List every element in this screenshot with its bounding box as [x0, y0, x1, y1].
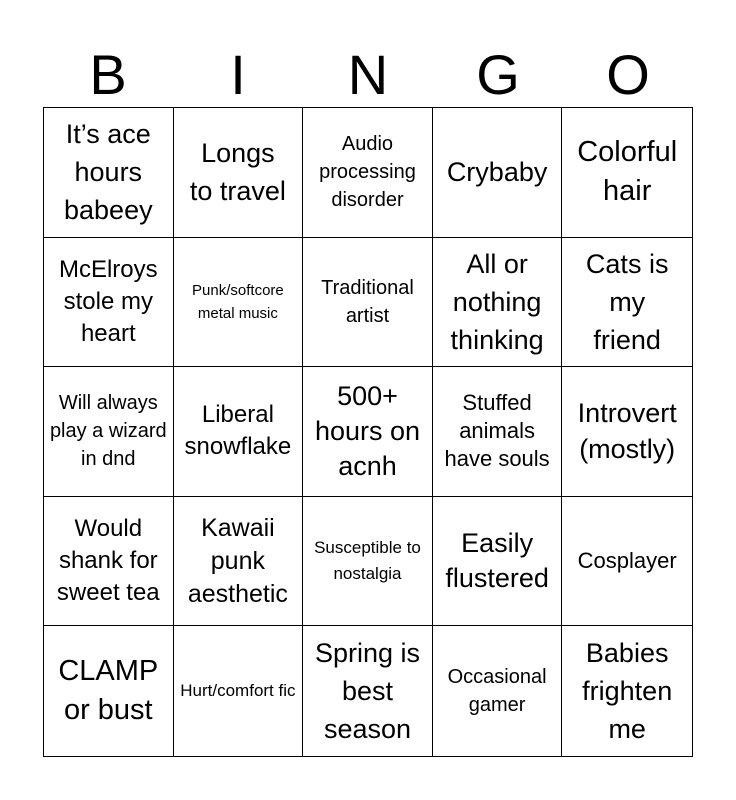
header-letter-b: B: [89, 43, 127, 106]
cell-label: Colorful hair: [577, 136, 678, 208]
bingo-cell[interactable]: [44, 626, 174, 756]
cell-label: Babies frighten me: [582, 638, 673, 745]
bingo-cell[interactable]: [303, 497, 433, 627]
header-letter-n: N: [347, 43, 389, 106]
cell-label: Easily flustered: [445, 528, 549, 594]
bingo-cell[interactable]: [433, 497, 563, 627]
cell-label: Spring is best season: [314, 638, 420, 745]
bingo-cell[interactable]: [562, 238, 692, 368]
cell-label: Introvert (mostly): [577, 398, 677, 465]
bingo-cell[interactable]: [303, 238, 433, 368]
cell-label: Traditional artist: [321, 276, 414, 327]
cell-label: Would shank for sweet tea: [56, 515, 160, 607]
bingo-cell[interactable]: [44, 367, 174, 497]
bingo-cell[interactable]: [433, 367, 563, 497]
bingo-cell[interactable]: [433, 238, 563, 368]
bingo-cell[interactable]: [174, 367, 304, 497]
cell-label: Occasional gamer: [447, 666, 547, 717]
cell-label: Cats is my friend: [585, 248, 669, 355]
bingo-cell[interactable]: [174, 108, 304, 238]
cell-label: Hurt/comfort fic: [180, 681, 296, 701]
bingo-cell[interactable]: [44, 108, 174, 238]
bingo-cell[interactable]: [303, 367, 433, 497]
bingo-cell[interactable]: [44, 497, 174, 627]
bingo-cell[interactable]: [562, 108, 692, 238]
cell-label: McElroys stole my heart: [58, 255, 158, 347]
cell-label: Longs to travel: [189, 138, 286, 207]
bingo-cell[interactable]: [433, 108, 563, 238]
bingo-cell[interactable]: [303, 626, 433, 756]
cell-label: It’s ace hours babeey: [64, 119, 153, 226]
cell-label: Crybaby: [446, 157, 548, 188]
bingo-cell[interactable]: [174, 497, 304, 627]
cell-label: CLAMP or bust: [58, 655, 159, 727]
cell-label: 500+ hours on acnh: [314, 380, 421, 481]
bingo-board: [43, 107, 693, 757]
cell-label: Susceptible to nostalgia: [314, 538, 421, 584]
cell-label: Liberal snowflake: [184, 401, 292, 461]
header-letter-i: I: [230, 43, 246, 106]
header-letter-o: O: [606, 43, 650, 106]
cell-label: Stuffed animals have souls: [444, 390, 550, 472]
header-letter-g: G: [476, 43, 520, 106]
bingo-cell[interactable]: [562, 626, 692, 756]
cell-label: Kawaii punk aesthetic: [187, 513, 288, 608]
bingo-cell[interactable]: [174, 626, 304, 756]
bingo-cell[interactable]: [174, 238, 304, 368]
cell-label: Will always play a wizard in dnd: [49, 392, 167, 471]
cell-label: Punk/softcore metal music: [192, 281, 284, 322]
bingo-cell[interactable]: [562, 367, 692, 497]
cell-label: Audio processing disorder: [319, 133, 416, 212]
cell-label: Cosplayer: [577, 548, 677, 574]
bingo-cell[interactable]: [433, 626, 563, 756]
cell-label: All or nothing thinking: [450, 248, 544, 355]
bingo-cell[interactable]: [44, 238, 174, 368]
bingo-cell[interactable]: [303, 108, 433, 238]
bingo-header: [43, 40, 693, 108]
bingo-cell[interactable]: [562, 497, 692, 627]
